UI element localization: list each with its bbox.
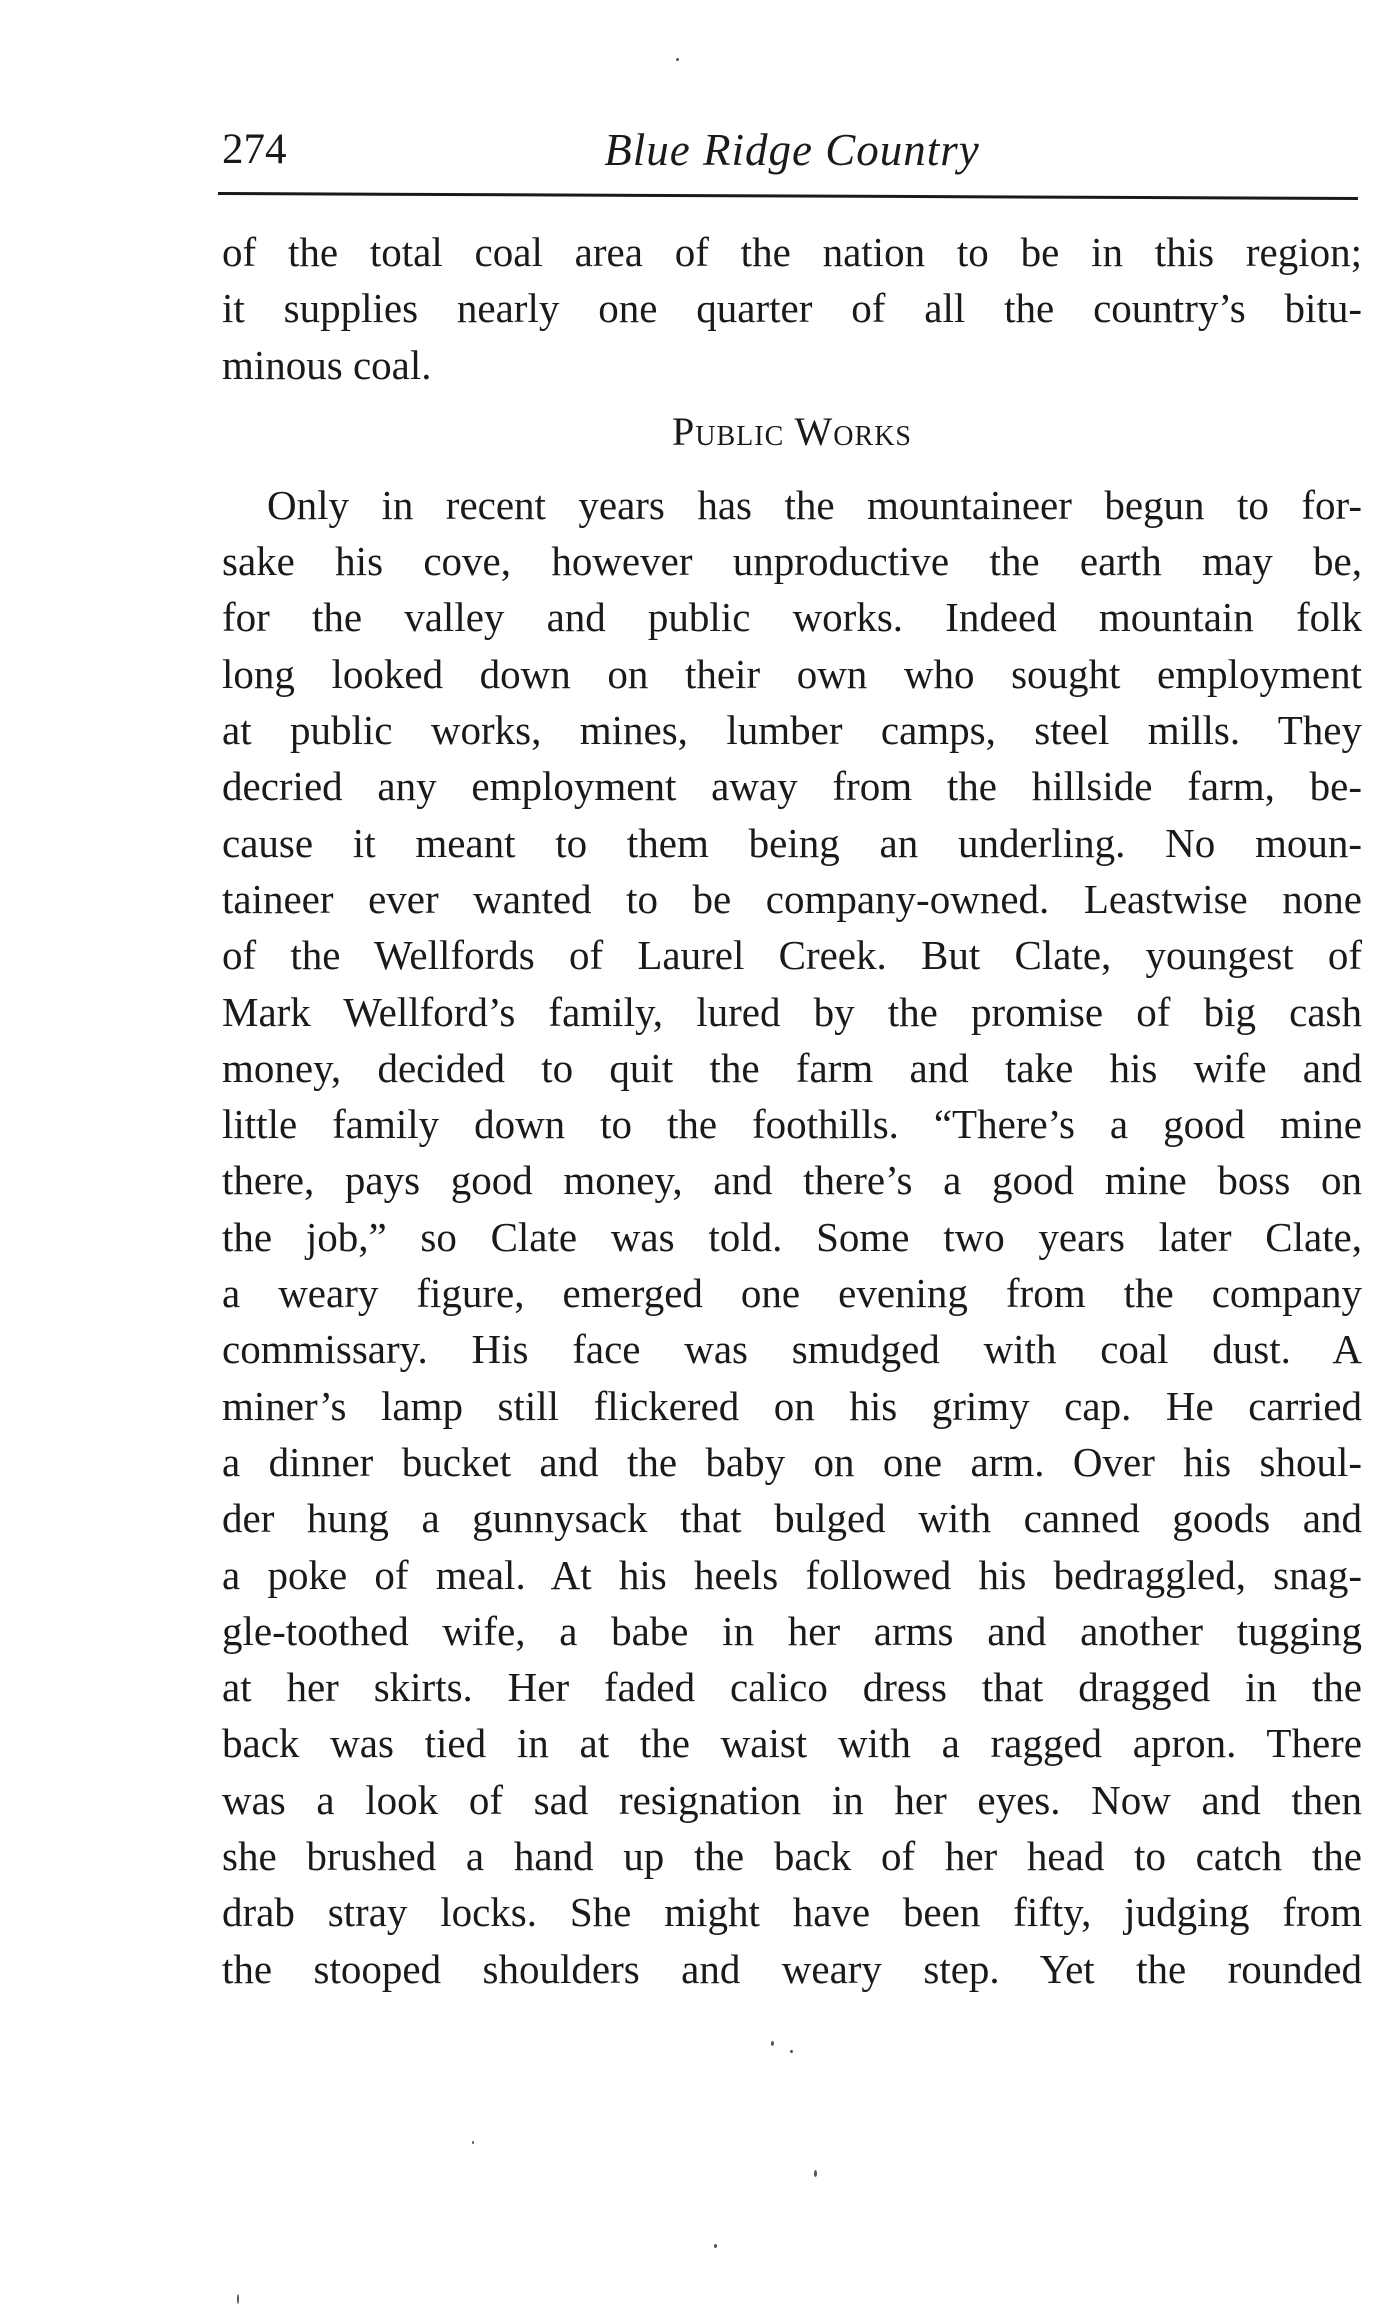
body-text: [222, 224, 1362, 1997]
scan-speck: [771, 2041, 774, 2046]
text-line: a weary figure, emerged one evening from the company: [222, 1270, 1362, 1317]
text-line: little family down to the foothills. “There’s a good mine: [222, 1101, 1362, 1148]
scan-speck: [237, 2294, 239, 2304]
scan-speck: [714, 2244, 717, 2248]
text-line: miner’s lamp still flickered on his grimy cap. He carried: [222, 1382, 1362, 1429]
page-header: [222, 118, 1362, 182]
text-line: taineer ever wanted to be company-owned. Leastwise none: [222, 875, 1362, 922]
text-line: sake his cove, however unproductive the earth may be,: [222, 538, 1362, 585]
text-line: back was tied in at the waist with a ragged apron. There: [222, 1720, 1362, 1767]
text-line: money, decided to quit the farm and take his wife and: [222, 1044, 1362, 1091]
scan-speck: [472, 2141, 474, 2144]
header-rule: [218, 192, 1358, 200]
text-line: it supplies nearly one quarter of all the country’s bitu-: [222, 285, 1362, 332]
text-line: a dinner bucket and the baby on one arm. Over his shoul-: [222, 1438, 1362, 1485]
text-line: she brushed a hand up the back of her head to catch the: [222, 1833, 1362, 1880]
scan-speck: [790, 2050, 793, 2053]
text-line: commissary. His face was smudged with coal dust. A: [222, 1326, 1362, 1373]
text-line: at her skirts. Her faded calico dress that dragged in the: [222, 1664, 1362, 1711]
text-line: gle-toothed wife, a babe in her arms and another tugging: [222, 1607, 1362, 1654]
text-line: of the total coal area of the nation to be in this region;: [222, 229, 1362, 275]
text-line: minous coal.: [222, 341, 432, 388]
text-line: cause it meant to them being an underling. No moun-: [222, 819, 1362, 866]
text-line: der hung a gunnysack that bulged with canned goods and: [222, 1495, 1362, 1542]
text-line: long looked down on their own who sought employment: [222, 650, 1362, 697]
running-title: Blue Ridge Country: [604, 125, 980, 175]
text-line: the stooped shoulders and weary step. Yet the rounded: [222, 1945, 1362, 1992]
text-line: drab stray locks. She might have been fifty, judging from: [222, 1889, 1362, 1936]
scan-speck: [814, 2170, 817, 2177]
section-heading: Public Works: [672, 408, 912, 454]
text-line: decried any employment away from the hillside farm, be-: [222, 763, 1362, 810]
scan-speck: [676, 58, 679, 61]
text-line: the job,” so Clate was told. Some two years later Clate,: [222, 1213, 1362, 1260]
text-line: was a look of sad resignation in her eyes. Now and then: [222, 1776, 1362, 1823]
text-line: at public works, mines, lumber camps, steel mills. They: [222, 707, 1362, 754]
text-line: for the valley and public works. Indeed mountain folk: [222, 594, 1362, 641]
page-number: 274: [222, 126, 287, 173]
text-line: of the Wellfords of Laurel Creek. But Clate, youngest of: [222, 932, 1362, 979]
text-line: a poke of meal. At his heels followed his bedraggled, snag-: [222, 1551, 1362, 1598]
text-line: Only in recent years has the mountaineer begun to for-: [267, 481, 1362, 528]
text-line: there, pays good money, and there’s a good mine boss on: [222, 1157, 1362, 1204]
text-line: Mark Wellford’s family, lured by the promise of big cash: [222, 988, 1362, 1035]
